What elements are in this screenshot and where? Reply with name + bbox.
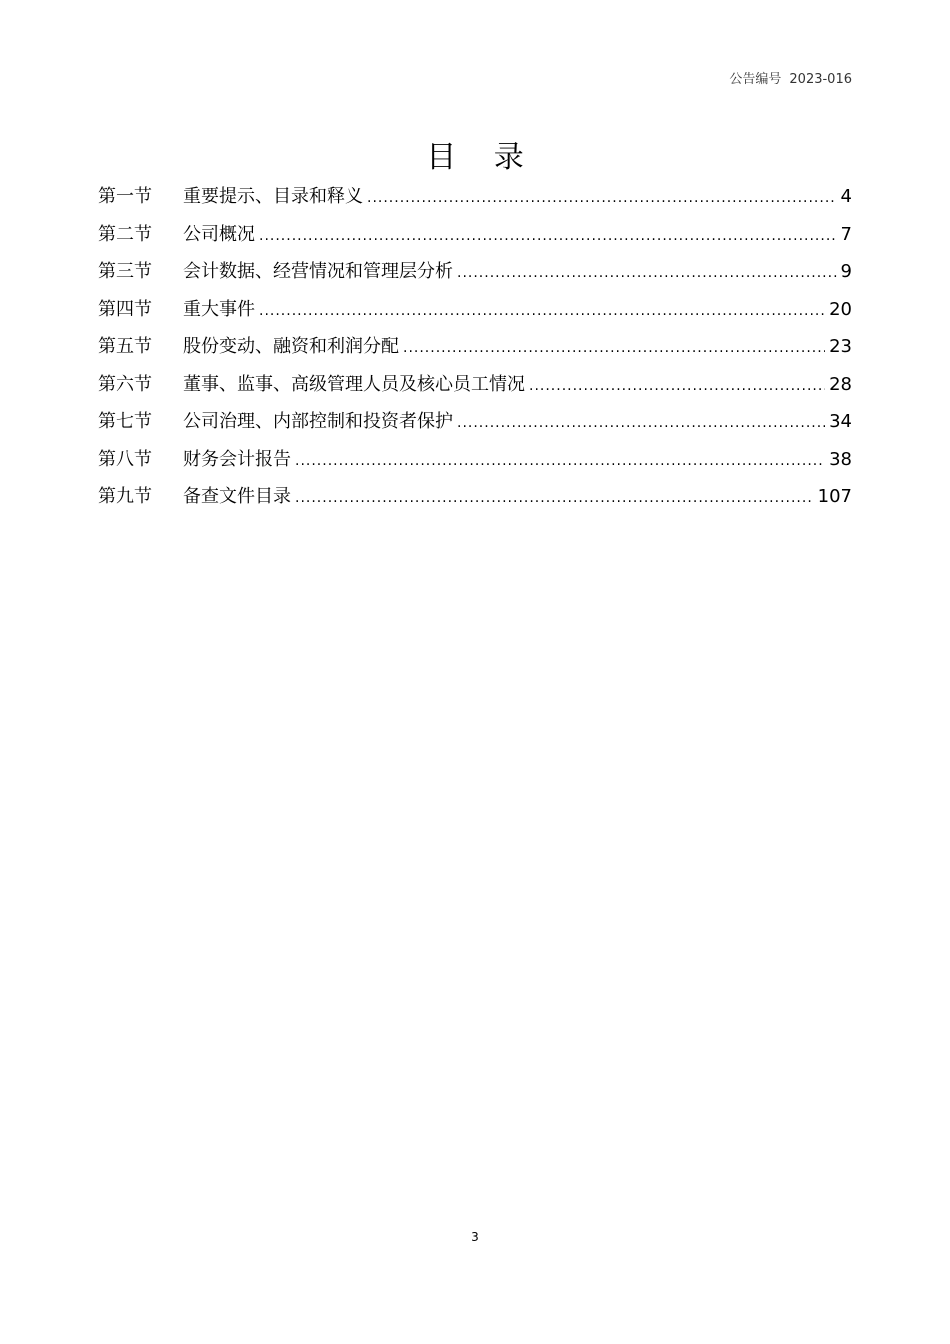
toc-dot-leader: [295, 480, 814, 518]
toc-entry[interactable]: [98, 291, 852, 329]
toc-section-number: 第一节: [98, 186, 152, 207]
toc-entry[interactable]: [98, 216, 852, 254]
toc-dot-leader: [403, 330, 825, 368]
toc-section-title: 重大事件: [183, 298, 255, 320]
announcement-number-label: 公告编号: [729, 72, 782, 87]
toc-section-number: 第五节: [98, 336, 152, 357]
toc-page-number: 107: [817, 486, 852, 507]
toc-section-title: 公司概况: [183, 223, 255, 245]
toc-section-title: 会计数据、经营情况和管理层分析: [183, 261, 453, 282]
toc-section-number: 第四节: [98, 298, 152, 320]
toc-dot-leader: [295, 443, 825, 481]
toc-dot-leader: [259, 218, 837, 256]
toc-dot-leader: [529, 368, 825, 406]
toc-dot-leader: [259, 293, 825, 331]
toc-entry[interactable]: [98, 478, 852, 516]
toc-section-number: 第六节: [98, 373, 152, 395]
toc-dot-leader: [367, 180, 837, 218]
toc-page-number: 7: [840, 223, 852, 245]
toc-section-title: 重要提示、目录和释义: [183, 186, 363, 207]
toc-page-number: 34: [829, 411, 852, 432]
toc-entry[interactable]: [98, 328, 852, 366]
toc-section-title: 公司治理、内部控制和投资者保护: [183, 411, 453, 432]
toc-section-title: 备查文件目录: [183, 486, 291, 507]
announcement-number: [729, 68, 852, 87]
toc-section-title: 财务会计报告: [183, 448, 291, 470]
toc-section-title: 股份变动、融资和利润分配: [183, 336, 399, 357]
toc-page-number: 20: [829, 298, 852, 320]
toc-dot-leader: [457, 405, 825, 443]
toc-entry[interactable]: [98, 253, 852, 291]
announcement-number-value: 2023-016: [789, 72, 852, 87]
toc-section-number: 第八节: [98, 448, 152, 470]
toc-section-title: 董事、监事、高级管理人员及核心员工情况: [183, 373, 525, 395]
page-number: 3: [471, 1230, 479, 1244]
toc-page-number: 28: [829, 373, 852, 395]
toc-dot-leader: [457, 255, 837, 293]
toc-title: 目 录: [426, 140, 538, 175]
toc-entry[interactable]: [98, 366, 852, 404]
toc-entry[interactable]: [98, 403, 852, 441]
table-of-contents: [98, 178, 852, 516]
toc-section-number: 第三节: [98, 261, 152, 282]
toc-entry[interactable]: [98, 178, 852, 216]
toc-section-number: 第九节: [98, 486, 152, 507]
toc-section-number: 第二节: [98, 223, 152, 245]
toc-page-number: 9: [840, 261, 852, 282]
toc-entry[interactable]: [98, 441, 852, 479]
toc-page-number: 23: [829, 336, 852, 357]
toc-page-number: 4: [840, 186, 852, 207]
toc-page-number: 38: [829, 448, 852, 470]
toc-section-number: 第七节: [98, 411, 152, 432]
